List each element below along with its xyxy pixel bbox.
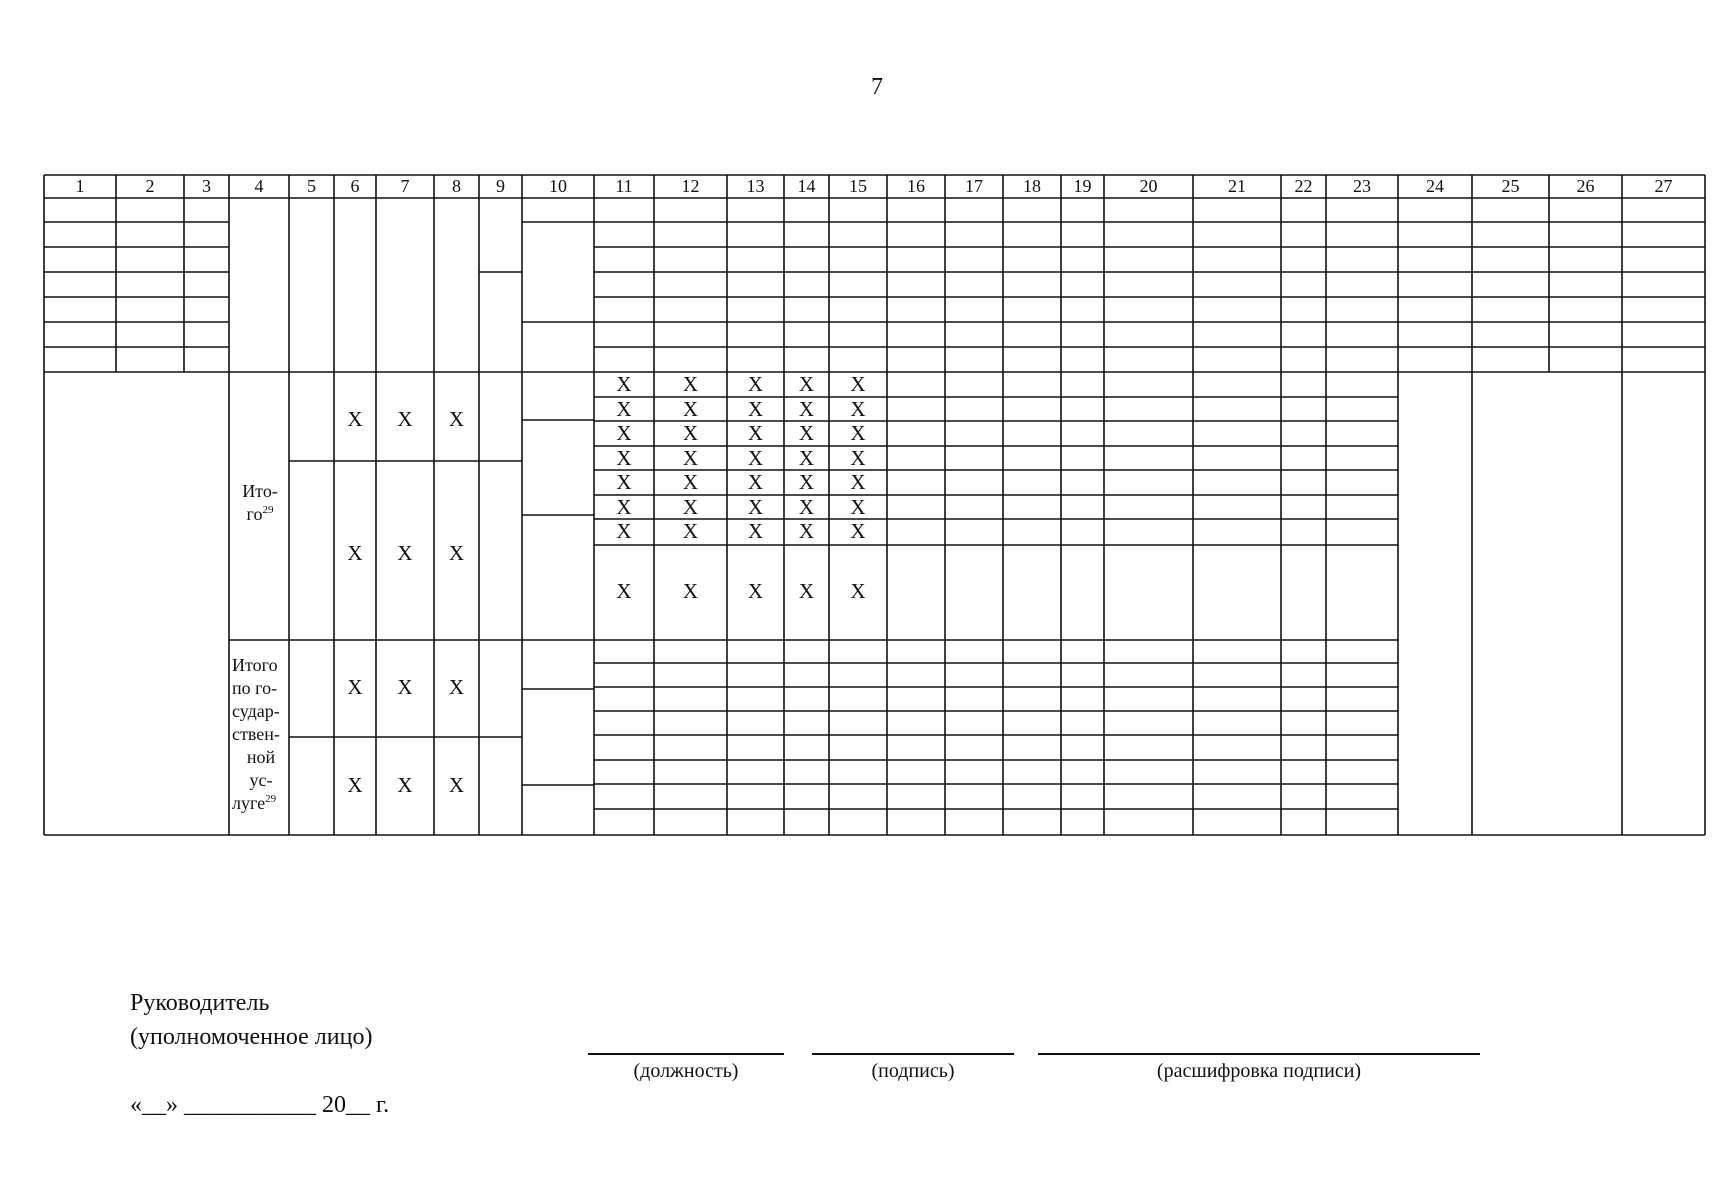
cross-col7-service-lower: X [397, 773, 413, 797]
signature-line [812, 1053, 1014, 1055]
cross-col12-row7: X [682, 519, 699, 543]
cross-col13-row8: X [747, 579, 764, 603]
decoding-line [1038, 1053, 1480, 1055]
cross-col13-row6: X [747, 495, 764, 519]
column-header-23: 23 [1353, 176, 1371, 196]
cross-col7-upper: X [397, 407, 413, 431]
cross-col12-row1: X [682, 372, 699, 396]
column-header-10: 10 [549, 176, 567, 196]
head-label: Руководитель [130, 990, 270, 1016]
cross-col11-row7: X [616, 519, 632, 543]
cross-col15-row7: X [850, 519, 866, 543]
column-header-18: 18 [1023, 176, 1041, 196]
cross-col11-row4: X [616, 446, 632, 470]
cross-col11-row5: X [616, 470, 632, 494]
cross-col12-row8: X [682, 579, 699, 603]
decoding-caption: (расшифровка подписи) [1156, 1060, 1362, 1082]
column-header-4: 4 [254, 176, 264, 196]
cross-col14-row2: X [798, 397, 815, 421]
column-header-12: 12 [681, 176, 700, 196]
cross-col12-row4: X [682, 446, 699, 470]
cross-col14-row4: X [798, 446, 815, 470]
itogo-service-footnote: 29 [265, 793, 277, 805]
cross-col6-upper: X [347, 407, 363, 431]
itogo-text: го [246, 504, 263, 524]
cross-col14-row3: X [798, 421, 815, 445]
column-header-8: 8 [452, 176, 461, 196]
itogo-line-1: Ито- [242, 481, 278, 501]
cross-col13-row5: X [747, 470, 764, 494]
column-header-22: 22 [1294, 176, 1313, 196]
cross-col12-row5: X [682, 470, 699, 494]
itogo-line-2 [232, 503, 288, 526]
column-header-14: 14 [797, 176, 816, 196]
itogo-service-line-6: ус- [249, 770, 273, 790]
itogo-service-line-7 [232, 792, 290, 815]
cross-col11-row8: X [616, 579, 632, 603]
cross-col15-row6: X [850, 495, 866, 519]
cross-col7-service-upper: X [397, 675, 413, 699]
column-header-3: 3 [202, 176, 211, 196]
itogo-service-last: луге [232, 793, 266, 813]
cross-col8-service-lower: X [448, 773, 465, 797]
cross-col14-row1: X [798, 372, 815, 396]
cross-col15-row4: X [850, 446, 866, 470]
cross-col7-lower: X [397, 541, 413, 565]
column-header-1: 1 [75, 176, 85, 196]
cross-col14-row5: X [798, 470, 815, 494]
itogo-service-line-3: судар- [232, 701, 280, 721]
cross-col14-row7: X [798, 519, 815, 543]
column-header-15: 15 [849, 176, 867, 196]
cross-col8-lower: X [448, 541, 465, 565]
column-header-13: 13 [746, 176, 765, 196]
column-header-16: 16 [907, 176, 925, 196]
cross-col11-row3: X [616, 421, 632, 445]
position-line [588, 1053, 784, 1055]
cross-col12-row3: X [682, 421, 699, 445]
column-header-20: 20 [1139, 176, 1158, 196]
itogo-service-line-1: Итого [232, 655, 278, 675]
cross-col11-row6: X [616, 495, 632, 519]
cross-col6-lower: X [347, 541, 363, 565]
cross-col14-row8: X [798, 579, 815, 603]
cross-col8-service-upper: X [448, 675, 465, 699]
cross-col13-row7: X [747, 519, 764, 543]
cross-col15-row8: X [850, 579, 866, 603]
column-header-2: 2 [145, 176, 155, 196]
cross-col6-service-upper: X [347, 675, 363, 699]
column-header-17: 17 [965, 176, 983, 196]
itogo-service-label [232, 654, 290, 815]
cross-col14-row6: X [798, 495, 815, 519]
column-header-6: 6 [350, 176, 360, 196]
cross-col13-row1: X [747, 372, 764, 396]
cross-col12-row2: X [682, 397, 699, 421]
cross-col15-row5: X [850, 470, 866, 494]
itogo-footnote: 29 [262, 504, 274, 516]
cross-col13-row2: X [747, 397, 764, 421]
column-header-21: 21 [1228, 176, 1246, 196]
cross-col12-row6: X [682, 495, 699, 519]
itogo-service-line-5: ной [246, 747, 276, 767]
cross-col8-upper: X [448, 407, 465, 431]
cross-col6-service-lower: X [347, 773, 363, 797]
page-number: 7 [871, 74, 883, 100]
column-header-11: 11 [615, 176, 633, 196]
cross-col13-row4: X [747, 446, 764, 470]
column-header-26: 26 [1576, 176, 1595, 196]
column-header-19: 19 [1073, 176, 1092, 196]
cross-col15-row1: X [850, 372, 866, 396]
column-header-7: 7 [400, 176, 410, 196]
cross-col15-row2: X [850, 397, 866, 421]
column-header-27: 27 [1654, 176, 1673, 196]
cross-col15-row3: X [850, 421, 866, 445]
cross-col13-row3: X [747, 421, 764, 445]
itogo-service-line-2: по го- [232, 678, 278, 698]
head-sublabel: (уполномоченное лицо) [130, 1024, 373, 1050]
column-header-25: 25 [1501, 176, 1520, 196]
column-header-24: 24 [1426, 176, 1444, 196]
date-line: «__» ___________ 20__ г. [130, 1092, 390, 1118]
cross-col11-row2: X [616, 397, 632, 421]
column-header-9: 9 [496, 176, 505, 196]
signature-caption: (подпись) [871, 1060, 955, 1082]
itogo-service-line-4: ствен- [232, 724, 280, 744]
column-header-5: 5 [307, 176, 316, 196]
position-caption: (должность) [633, 1060, 739, 1082]
itogo-label [232, 480, 288, 526]
cross-col11-row1: X [616, 372, 632, 396]
